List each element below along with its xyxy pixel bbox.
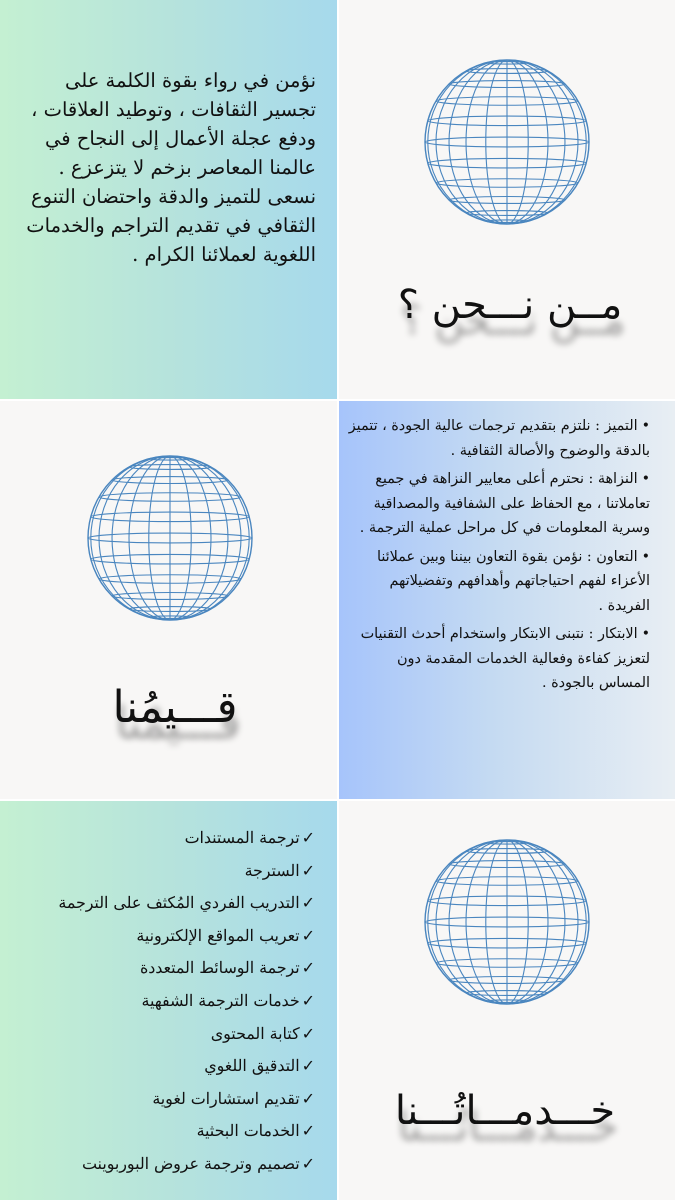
bullet-icon: • [641, 548, 650, 565]
value-text: النزاهة : نحترم أعلى معايير النزاهة في جميع تعاملاتنا ، مع الحفاظ على الشفافية والمصداقية وسرية المعلومات في كل مراحل عملية الترجمة . [359, 471, 650, 536]
globe-icon [421, 836, 593, 1008]
about-paragraph: نؤمن في رواء بقوة الكلمة على تجسير الثقافات ، وتوطيد العلاقات ، ودفع عجلة الأعمال إلى النجاح في عالمنا المعاصر بزخم لا يتزعزع . نسعى للتميز والدقة واحتضان التنوع الثقافي في تقديم التراجم والخدمات اللغوية لعملائنا الكرام . [26, 69, 316, 266]
checkmark-icon: ✓ [301, 958, 315, 978]
about-heading: مــن نـــحن ؟ [397, 282, 623, 328]
list-item [40, 855, 315, 888]
globe-icon [421, 56, 593, 228]
service-text: تصميم وترجمة عروض البوربوينت [82, 1153, 300, 1173]
value-text: التميز : نلتزم بتقديم ترجمات عالية الجودة ، تتميز بالدقة والوضوح والأصالة الثقافية . [348, 418, 650, 459]
list-item [40, 952, 315, 985]
values-heading-panel [0, 400, 337, 800]
service-text: ترجمة المستندات [184, 828, 300, 847]
list-item [40, 985, 315, 1018]
list-item [40, 920, 315, 953]
divider [337, 0, 339, 1200]
list-item [40, 1018, 315, 1051]
about-heading-panel [339, 0, 675, 400]
service-text: التدريب الفردي المُكثف على الترجمة [58, 893, 300, 913]
service-text: الخدمات البحثية [196, 1121, 300, 1141]
list-item [40, 1148, 315, 1181]
bullet-icon: • [641, 626, 650, 642]
values-heading: قـــيمُنا [112, 682, 238, 733]
checkmark-icon: ✓ [301, 860, 315, 880]
checkmark-icon: ✓ [301, 828, 315, 847]
list-item [345, 467, 650, 541]
service-text: تقديم استشارات لغوية [152, 1088, 300, 1108]
checkmark-icon: ✓ [301, 893, 315, 913]
checkmark-icon: ✓ [301, 1088, 315, 1108]
value-text: الابتكار : نتبنى الابتكار واستخدام أحدث التقنيات لتعزيز كفاءة وفعالية الخدمات المقدمة دون المساس بالجودة . [360, 626, 650, 691]
service-text: تعريب المواقع الإلكترونية [136, 925, 300, 945]
checkmark-icon: ✓ [301, 925, 315, 945]
globe-icon [84, 452, 256, 624]
service-text: ترجمة الوسائط المتعددة [139, 958, 300, 978]
about-text-panel [0, 0, 337, 400]
list-item [345, 545, 650, 619]
checkmark-icon: ✓ [301, 990, 315, 1010]
checkmark-icon: ✓ [301, 1121, 315, 1141]
checkmark-icon: ✓ [301, 1153, 315, 1173]
checkmark-icon: ✓ [301, 1056, 315, 1076]
services-list [40, 822, 315, 1181]
list-item [40, 887, 315, 920]
list-item [345, 414, 650, 463]
service-text: التدقيق اللغوي [204, 1056, 300, 1076]
list-item [40, 1083, 315, 1116]
bullet-icon: • [641, 471, 650, 487]
services-heading: خـــدمـــاتُـــنا [394, 1088, 616, 1134]
values-list [345, 414, 650, 700]
list-item [345, 622, 650, 696]
service-text: كتابة المحتوى [210, 1023, 300, 1043]
bullet-icon: • [641, 418, 650, 434]
service-text: السترجة [244, 860, 300, 880]
list-item [40, 1115, 315, 1148]
list-item [40, 822, 315, 855]
service-text: خدمات الترجمة الشفهية [141, 990, 300, 1010]
value-text: التعاون : نؤمن بقوة التعاون بيننا وبين عملائنا الأعزاء لفهم احتياجاتهم وأهدافهم وتفضيلاتهم الفريدة . [377, 548, 650, 614]
services-heading-panel [339, 800, 675, 1200]
checkmark-icon: ✓ [301, 1023, 315, 1043]
list-item [40, 1050, 315, 1083]
